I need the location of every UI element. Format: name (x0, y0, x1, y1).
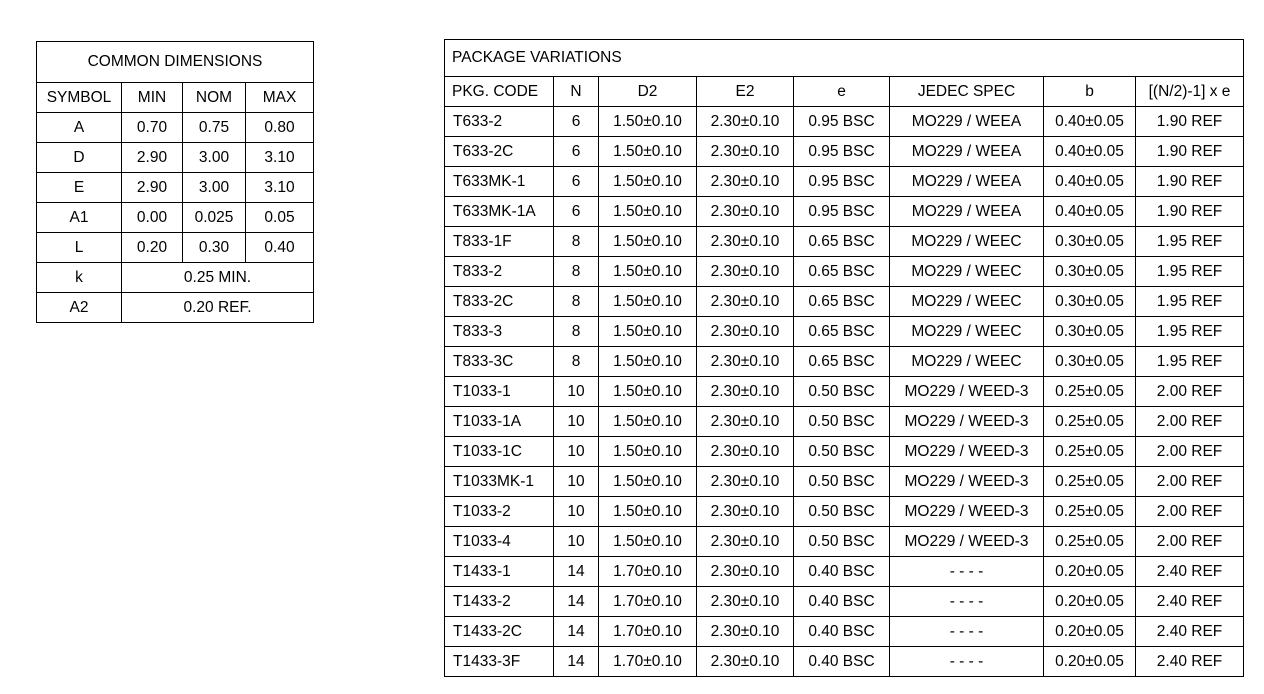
table-row (445, 467, 1244, 497)
e-cell: 0.40 BSC (794, 647, 890, 677)
e2-cell: 2.30±0.10 (697, 197, 794, 227)
table-row (445, 347, 1244, 377)
b-cell: 0.30±0.05 (1044, 227, 1136, 257)
min-cell: 2.90 (122, 173, 183, 203)
b-cell: 0.30±0.05 (1044, 257, 1136, 287)
table-row (445, 377, 1244, 407)
header-lead-span: [(N/2)-1] x e (1136, 77, 1244, 107)
e-cell: 0.50 BSC (794, 377, 890, 407)
header-e: e (794, 77, 890, 107)
pkg-code-cell: T1033-2 (445, 497, 554, 527)
d2-cell: 1.50±0.10 (599, 467, 697, 497)
b-cell: 0.30±0.05 (1044, 287, 1136, 317)
lead-span-cell: 1.90 REF (1136, 107, 1244, 137)
pkg-code-cell: T833-1F (445, 227, 554, 257)
min-cell: 2.90 (122, 143, 183, 173)
e2-cell: 2.30±0.10 (697, 467, 794, 497)
table-row (445, 497, 1244, 527)
n-cell: 10 (554, 527, 599, 557)
pkg-code-cell: T833-2C (445, 287, 554, 317)
d2-cell: 1.50±0.10 (599, 377, 697, 407)
jedec-spec-cell: - - - - (890, 587, 1044, 617)
e-cell: 0.50 BSC (794, 467, 890, 497)
lead-span-cell: 2.00 REF (1136, 527, 1244, 557)
e2-cell: 2.30±0.10 (697, 167, 794, 197)
pkg-code-cell: T1033-4 (445, 527, 554, 557)
header-b: b (1044, 77, 1136, 107)
min-cell: 0.00 (122, 203, 183, 233)
e2-cell: 2.30±0.10 (697, 527, 794, 557)
jedec-spec-cell: MO229 / WEEA (890, 137, 1044, 167)
nom-cell: 0.30 (183, 233, 246, 263)
e-cell: 0.65 BSC (794, 257, 890, 287)
pkg-code-cell: T633-2 (445, 107, 554, 137)
header-max: MAX (246, 83, 314, 113)
b-cell: 0.20±0.05 (1044, 557, 1136, 587)
jedec-spec-cell: - - - - (890, 617, 1044, 647)
min-cell: 0.20 (122, 233, 183, 263)
header-n: N (554, 77, 599, 107)
d2-cell: 1.50±0.10 (599, 407, 697, 437)
e2-cell: 2.30±0.10 (697, 407, 794, 437)
table-row (37, 173, 314, 203)
n-cell: 14 (554, 557, 599, 587)
pkg-code-cell: T1433-2 (445, 587, 554, 617)
table-row (37, 233, 314, 263)
d2-cell: 1.50±0.10 (599, 167, 697, 197)
e2-cell: 2.30±0.10 (697, 617, 794, 647)
table-row (445, 527, 1244, 557)
b-cell: 0.20±0.05 (1044, 587, 1136, 617)
e2-cell: 2.30±0.10 (697, 107, 794, 137)
d2-cell: 1.50±0.10 (599, 527, 697, 557)
table-row (445, 227, 1244, 257)
symbol-cell: L (37, 233, 122, 263)
table-row (445, 557, 1244, 587)
jedec-spec-cell: - - - - (890, 557, 1044, 587)
n-cell: 8 (554, 287, 599, 317)
table-row (445, 287, 1244, 317)
table-row (445, 107, 1244, 137)
e-cell: 0.95 BSC (794, 197, 890, 227)
common-dimensions-title: COMMON DIMENSIONS (37, 42, 314, 83)
n-cell: 8 (554, 227, 599, 257)
e-cell: 0.40 BSC (794, 587, 890, 617)
table-row (445, 137, 1244, 167)
table-row (445, 437, 1244, 467)
header-nom: NOM (183, 83, 246, 113)
d2-cell: 1.70±0.10 (599, 557, 697, 587)
b-cell: 0.20±0.05 (1044, 647, 1136, 677)
n-cell: 6 (554, 197, 599, 227)
n-cell: 10 (554, 377, 599, 407)
e2-cell: 2.30±0.10 (697, 377, 794, 407)
lead-span-cell: 2.00 REF (1136, 497, 1244, 527)
d2-cell: 1.50±0.10 (599, 287, 697, 317)
b-cell: 0.25±0.05 (1044, 527, 1136, 557)
pkg-code-cell: T1033-1A (445, 407, 554, 437)
e-cell: 0.65 BSC (794, 287, 890, 317)
nom-cell: 3.00 (183, 173, 246, 203)
table-row (37, 293, 314, 323)
lead-span-cell: 2.40 REF (1136, 557, 1244, 587)
nom-cell: 3.00 (183, 143, 246, 173)
lead-span-cell: 1.90 REF (1136, 137, 1244, 167)
pkg-code-cell: T1033MK-1 (445, 467, 554, 497)
e2-cell: 2.30±0.10 (697, 137, 794, 167)
n-cell: 14 (554, 617, 599, 647)
pkg-code-cell: T1033-1 (445, 377, 554, 407)
min-cell: 0.70 (122, 113, 183, 143)
pkg-code-cell: T833-3 (445, 317, 554, 347)
header-symbol: SYMBOL (37, 83, 122, 113)
table-row (445, 197, 1244, 227)
merged-value-cell: 0.20 REF. (122, 293, 314, 323)
b-cell: 0.25±0.05 (1044, 437, 1136, 467)
common-dimensions-title-row (37, 42, 314, 83)
table-row (445, 167, 1244, 197)
b-cell: 0.40±0.05 (1044, 197, 1136, 227)
pkg-code-cell: T833-2 (445, 257, 554, 287)
d2-cell: 1.50±0.10 (599, 317, 697, 347)
e2-cell: 2.30±0.10 (697, 437, 794, 467)
nom-cell: 0.025 (183, 203, 246, 233)
lead-span-cell: 1.95 REF (1136, 227, 1244, 257)
max-cell: 0.40 (246, 233, 314, 263)
jedec-spec-cell: MO229 / WEED-3 (890, 497, 1044, 527)
merged-value-cell: 0.25 MIN. (122, 263, 314, 293)
lead-span-cell: 2.40 REF (1136, 647, 1244, 677)
b-cell: 0.20±0.05 (1044, 617, 1136, 647)
header-e2: E2 (697, 77, 794, 107)
table-row (445, 587, 1244, 617)
pkg-code-cell: T1033-1C (445, 437, 554, 467)
d2-cell: 1.70±0.10 (599, 587, 697, 617)
e2-cell: 2.30±0.10 (697, 317, 794, 347)
n-cell: 8 (554, 347, 599, 377)
b-cell: 0.25±0.05 (1044, 407, 1136, 437)
d2-cell: 1.50±0.10 (599, 497, 697, 527)
e-cell: 0.95 BSC (794, 167, 890, 197)
pkg-code-cell: T633MK-1 (445, 167, 554, 197)
d2-cell: 1.70±0.10 (599, 617, 697, 647)
e2-cell: 2.30±0.10 (697, 587, 794, 617)
b-cell: 0.25±0.05 (1044, 467, 1136, 497)
pkg-code-cell: T1433-2C (445, 617, 554, 647)
lead-span-cell: 1.90 REF (1136, 197, 1244, 227)
d2-cell: 1.50±0.10 (599, 107, 697, 137)
e-cell: 0.65 BSC (794, 317, 890, 347)
lead-span-cell: 1.90 REF (1136, 167, 1244, 197)
symbol-cell: k (37, 263, 122, 293)
d2-cell: 1.50±0.10 (599, 257, 697, 287)
e-cell: 0.95 BSC (794, 137, 890, 167)
e-cell: 0.50 BSC (794, 497, 890, 527)
jedec-spec-cell: MO229 / WEED-3 (890, 467, 1044, 497)
pkg-code-cell: T633MK-1A (445, 197, 554, 227)
d2-cell: 1.50±0.10 (599, 137, 697, 167)
b-cell: 0.30±0.05 (1044, 347, 1136, 377)
e-cell: 0.65 BSC (794, 347, 890, 377)
jedec-spec-cell: MO229 / WEED-3 (890, 377, 1044, 407)
jedec-spec-cell: MO229 / WEEA (890, 167, 1044, 197)
n-cell: 14 (554, 647, 599, 677)
e-cell: 0.50 BSC (794, 527, 890, 557)
nom-cell: 0.75 (183, 113, 246, 143)
table-row (445, 317, 1244, 347)
n-cell: 8 (554, 317, 599, 347)
n-cell: 10 (554, 407, 599, 437)
d2-cell: 1.50±0.10 (599, 347, 697, 377)
table-row (445, 617, 1244, 647)
package-variations-header-row (445, 77, 1244, 107)
max-cell: 0.05 (246, 203, 314, 233)
lead-span-cell: 2.40 REF (1136, 617, 1244, 647)
lead-span-cell: 2.40 REF (1136, 587, 1244, 617)
table-row (445, 257, 1244, 287)
symbol-cell: D (37, 143, 122, 173)
package-variations-table (444, 39, 1244, 677)
package-variations-title-row (445, 40, 1244, 77)
jedec-spec-cell: MO229 / WEEA (890, 197, 1044, 227)
pkg-code-cell: T633-2C (445, 137, 554, 167)
d2-cell: 1.50±0.10 (599, 197, 697, 227)
jedec-spec-cell: MO229 / WEED-3 (890, 407, 1044, 437)
table-row (37, 263, 314, 293)
n-cell: 10 (554, 437, 599, 467)
jedec-spec-cell: MO229 / WEED-3 (890, 437, 1044, 467)
n-cell: 6 (554, 167, 599, 197)
n-cell: 10 (554, 497, 599, 527)
n-cell: 6 (554, 107, 599, 137)
symbol-cell: A1 (37, 203, 122, 233)
e-cell: 0.65 BSC (794, 227, 890, 257)
d2-cell: 1.50±0.10 (599, 437, 697, 467)
jedec-spec-cell: MO229 / WEEC (890, 347, 1044, 377)
e-cell: 0.50 BSC (794, 407, 890, 437)
d2-cell: 1.70±0.10 (599, 647, 697, 677)
jedec-spec-cell: MO229 / WEEA (890, 107, 1044, 137)
e-cell: 0.50 BSC (794, 437, 890, 467)
e-cell: 0.40 BSC (794, 617, 890, 647)
jedec-spec-cell: MO229 / WEEC (890, 227, 1044, 257)
e2-cell: 2.30±0.10 (697, 347, 794, 377)
max-cell: 3.10 (246, 143, 314, 173)
b-cell: 0.40±0.05 (1044, 107, 1136, 137)
max-cell: 0.80 (246, 113, 314, 143)
lead-span-cell: 1.95 REF (1136, 257, 1244, 287)
common-dimensions-table (36, 41, 314, 323)
symbol-cell: A (37, 113, 122, 143)
lead-span-cell: 1.95 REF (1136, 347, 1244, 377)
n-cell: 6 (554, 137, 599, 167)
lead-span-cell: 2.00 REF (1136, 377, 1244, 407)
table-row (37, 203, 314, 233)
d2-cell: 1.50±0.10 (599, 227, 697, 257)
e2-cell: 2.30±0.10 (697, 557, 794, 587)
pkg-code-cell: T1433-1 (445, 557, 554, 587)
symbol-cell: A2 (37, 293, 122, 323)
n-cell: 14 (554, 587, 599, 617)
b-cell: 0.30±0.05 (1044, 317, 1136, 347)
e2-cell: 2.30±0.10 (697, 227, 794, 257)
lead-span-cell: 2.00 REF (1136, 437, 1244, 467)
lead-span-cell: 1.95 REF (1136, 317, 1244, 347)
e2-cell: 2.30±0.10 (697, 287, 794, 317)
table-row (445, 407, 1244, 437)
lead-span-cell: 1.95 REF (1136, 287, 1244, 317)
lead-span-cell: 2.00 REF (1136, 407, 1244, 437)
header-min: MIN (122, 83, 183, 113)
lead-span-cell: 2.00 REF (1136, 467, 1244, 497)
pkg-code-cell: T833-3C (445, 347, 554, 377)
b-cell: 0.40±0.05 (1044, 167, 1136, 197)
header-pkg-code: PKG. CODE (445, 77, 554, 107)
table-row (445, 647, 1244, 677)
jedec-spec-cell: MO229 / WEEC (890, 257, 1044, 287)
b-cell: 0.40±0.05 (1044, 137, 1136, 167)
n-cell: 8 (554, 257, 599, 287)
b-cell: 0.25±0.05 (1044, 497, 1136, 527)
e-cell: 0.40 BSC (794, 557, 890, 587)
symbol-cell: E (37, 173, 122, 203)
jedec-spec-cell: MO229 / WEEC (890, 317, 1044, 347)
jedec-spec-cell: MO229 / WEEC (890, 287, 1044, 317)
b-cell: 0.25±0.05 (1044, 377, 1136, 407)
jedec-spec-cell: - - - - (890, 647, 1044, 677)
table-row (37, 143, 314, 173)
n-cell: 10 (554, 467, 599, 497)
header-jedec-spec: JEDEC SPEC (890, 77, 1044, 107)
pkg-code-cell: T1433-3F (445, 647, 554, 677)
table-row (37, 113, 314, 143)
package-variations-title: PACKAGE VARIATIONS (445, 40, 1244, 77)
max-cell: 3.10 (246, 173, 314, 203)
jedec-spec-cell: MO229 / WEED-3 (890, 527, 1044, 557)
e2-cell: 2.30±0.10 (697, 647, 794, 677)
common-dimensions-header-row (37, 83, 314, 113)
header-d2: D2 (599, 77, 697, 107)
e-cell: 0.95 BSC (794, 107, 890, 137)
e2-cell: 2.30±0.10 (697, 257, 794, 287)
e2-cell: 2.30±0.10 (697, 497, 794, 527)
